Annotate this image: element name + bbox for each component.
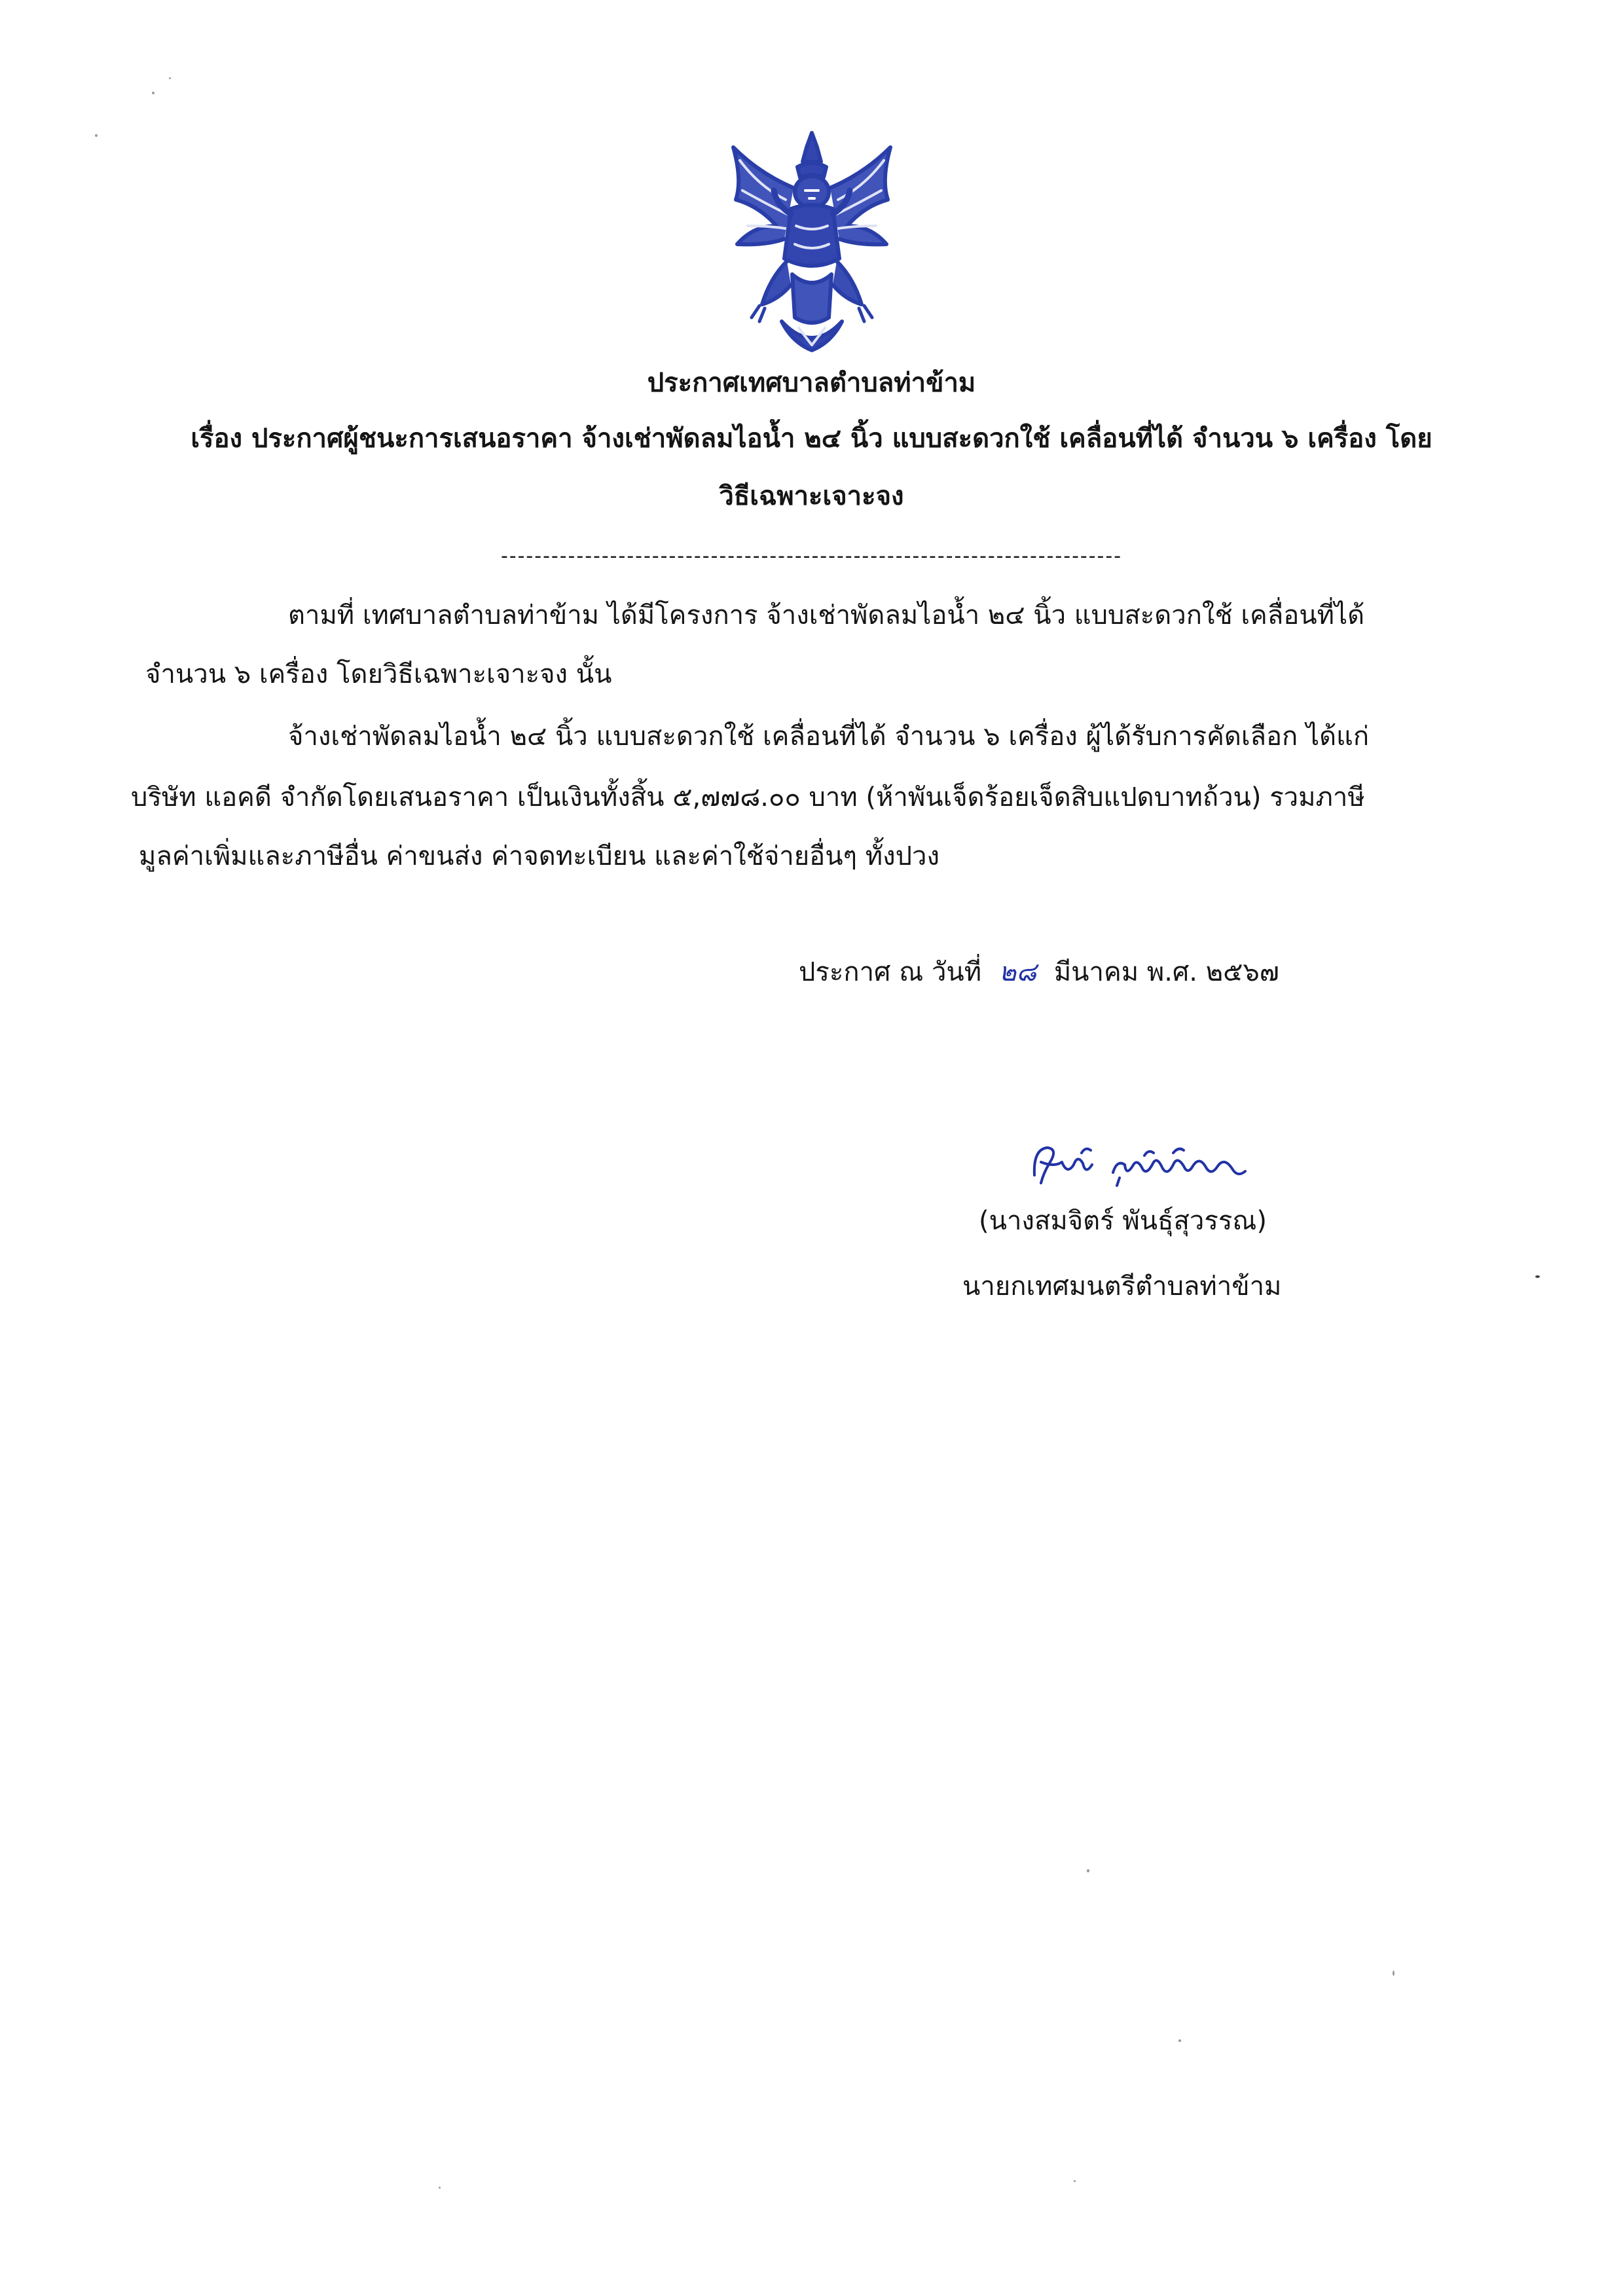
paragraph-2-line-2: บริษัท แอคดี จำกัดโดยเสนอราคา เป็นเงินทั้งสิ้น ๕,๗๗๘.๐๐ บาท (ห้าพันเจ็ดร้อยเจ็ดสิบแปดบาทถ้วน) รวมภาษี — [131, 782, 1365, 812]
signatory-position: นายกเทศมนตรีตำบลท่าข้าม — [962, 1271, 1282, 1302]
paragraph-1-line-1: ตามที่ เทศบาลตำบลท่าข้าม ได้มีโครงการ จ้างเช่าพัดลมไอน้ำ ๒๔ นิ้ว แบบสะดวกใช้ เคลื่อนที่ได้ — [288, 600, 1365, 630]
org-title: ประกาศเทศบาลตำบลท่าข้าม — [647, 368, 976, 398]
divider: -------------------------------------------------------------------------- — [500, 545, 1123, 568]
announcement-prefix: ประกาศ ณ วันที่ — [799, 957, 982, 987]
announcement-month-year: มีนาคม พ.ศ. ๒๕๖๗ — [1053, 957, 1279, 987]
scan-speck — [169, 77, 171, 79]
scan-speck — [1393, 1971, 1395, 1976]
signatory-name: (นางสมจิตร์ พันธุ์สุวรรณ) — [979, 1206, 1267, 1236]
paragraph-2-line-1: จ้างเช่าพัดลมไอน้ำ ๒๔ นิ้ว แบบสะดวกใช้ เคลื่อนที่ได้ จำนวน ๖ เครื่อง ผู้ได้รับการคัดเลือก ได้แก่ — [288, 721, 1370, 752]
scan-speck — [1074, 2180, 1076, 2182]
announcement-date — [799, 959, 1279, 985]
scan-speck — [1178, 2039, 1181, 2042]
garuda-emblem-icon — [714, 128, 910, 360]
scan-speck — [1535, 1275, 1540, 1278]
scan-speck — [439, 2187, 441, 2189]
scan-speck — [1087, 1869, 1089, 1872]
paragraph-2-line-3: มูลค่าเพิ่มและภาษีอื่น ค่าขนส่ง ค่าจดทะเบียน และค่าใช้จ่ายอื่นๆ ทั้งปวง — [139, 841, 940, 871]
subject-line-2: วิธีเฉพาะเจาะจง — [719, 481, 904, 511]
handwritten-day: ๒๘ — [998, 957, 1037, 987]
handwritten-signature — [1021, 1136, 1264, 1195]
subject-line-1: เรื่อง ประกาศผู้ชนะการเสนอราคา จ้างเช่าพัดลมไอน้ำ ๒๔ นิ้ว แบบสะดวกใช้ เคลื่อนที่ได้ จำนวน ๖ เครื่อง โดย — [191, 424, 1432, 454]
scan-speck — [95, 134, 98, 137]
paragraph-1-line-2: จำนวน ๖ เครื่อง โดยวิธีเฉพาะเจาะจง นั้น — [145, 659, 612, 689]
scan-speck — [152, 92, 155, 94]
